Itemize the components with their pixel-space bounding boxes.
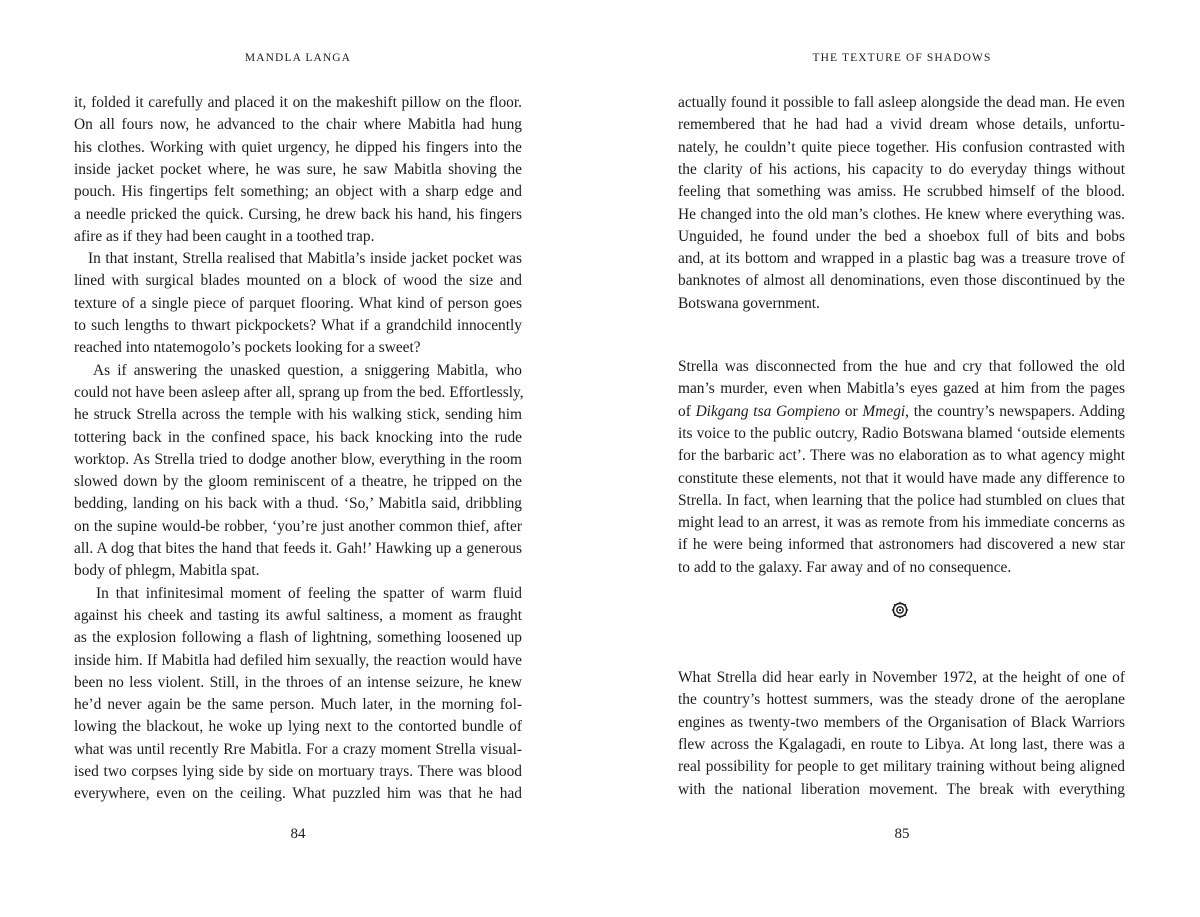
paragraph-line: banknotes of almost all denominations, even those discontinued by the bbox=[678, 272, 1125, 290]
newspaper-title: Mmegi bbox=[862, 402, 906, 420]
paragraph-line: As if answering the unasked question, a sniggering Mabitla, who bbox=[93, 361, 522, 379]
right-running-head: THE TEXTURE OF SHADOWS bbox=[812, 52, 992, 64]
paragraph-line: with the national liberation movement. The break with everything bbox=[678, 780, 1125, 798]
paragraph-line: Botswana government. bbox=[678, 294, 820, 312]
section-break-ornament-icon bbox=[890, 600, 910, 620]
paragraph-line: everywhere, even on the ceiling. What puzzled him was that he had bbox=[74, 785, 522, 803]
line-text: or bbox=[840, 402, 863, 420]
paragraph-line: the country’s hottest summers, was the steady drone of the aeroplane bbox=[678, 691, 1125, 709]
line-text: of bbox=[678, 402, 696, 420]
paragraph-line: he struck Strella across the temple with his walking stick, sending him bbox=[74, 406, 522, 424]
line-text: , the country’s newspapers. Adding bbox=[905, 402, 1126, 420]
paragraph-line: slowed down by the gloom reminiscent of a theatre, he tripped on the bbox=[74, 473, 522, 491]
paragraph-line: might lead to an arrest, it was as remote from his immediate concerns as bbox=[678, 514, 1125, 532]
paragraph-line: texture of a single piece of parquet flooring. What kind of person goes bbox=[74, 294, 522, 312]
left-running-head: MANDLA LANGA bbox=[244, 52, 352, 64]
paragraph-line: body of phlegm, Mabitla spat. bbox=[74, 562, 260, 580]
newspaper-title: Dikgang tsa Gompieno bbox=[695, 402, 841, 420]
paragraph-line: lowing the blackout, he woke up lying next to the contorted bundle of bbox=[74, 718, 522, 736]
paragraph-line: inside him. If Mabitla had defiled him sexually, the reaction would have bbox=[74, 651, 522, 669]
paragraph-line: it, folded it carefully and placed it on the makeshift pillow on the floor. bbox=[74, 94, 522, 111]
paragraph-line: and, at its bottom and wrapped in a plastic bag was a treasure trove of bbox=[678, 250, 1125, 268]
paragraph-line: He changed into the old man’s clothes. He knew where everything was. bbox=[678, 205, 1125, 223]
paragraph-line: What Strella did hear early in November 1972, at the height of one of bbox=[678, 669, 1125, 686]
paragraph-line: all. A dog that bites the hand that feeds it. Gah!’ Hawking up a generous bbox=[74, 540, 522, 557]
paragraph-line: pouch. His fingertips felt something; an object with a sharp edge and bbox=[74, 183, 522, 201]
paragraph-line bbox=[678, 378, 1125, 400]
paragraph-line: what was until recently Rre Mabitla. For a crazy moment Strella visual- bbox=[74, 740, 522, 758]
right-page bbox=[600, 0, 1200, 917]
paragraph-line: afire as if they had been caught in a toothed trap. bbox=[74, 227, 375, 245]
paragraph-line: worktop. As Strella tried to dodge another blow, everything in the room bbox=[74, 450, 522, 468]
paragraph-line: as the explosion following a flash of lightning, something loosened up bbox=[74, 629, 522, 647]
paragraph-line: On all fours now, he advanced to the chair where Mabitla had hung bbox=[74, 116, 522, 134]
line-text: man’s murder, even when Mabitla’s eyes gazed at him from the pages bbox=[678, 380, 1125, 398]
paragraph-line: reached into ntatemogolo’s pockets looking for a sweet? bbox=[74, 339, 421, 357]
paragraph-line: on the supine would-be robber, ‘you’re just another common thief, after bbox=[74, 517, 522, 535]
paragraph-line: his clothes. Working with quiet urgency, he dipped his fingers into the bbox=[74, 138, 522, 156]
paragraph-line: its voice to the public outcry, Radio Botswana blamed ‘outside elements bbox=[678, 424, 1125, 442]
paragraph-line: actually found it possible to fall asleep alongside the dead man. He even bbox=[678, 94, 1125, 111]
paragraph-line bbox=[678, 356, 1125, 378]
paragraph-line: inside jacket pocket where, he was sure, he saw Mabitla shoving the bbox=[74, 160, 522, 178]
paragraph-line: against his cheek and tasting its awful saltiness, a moment as fraught bbox=[74, 606, 522, 624]
paragraph-line: flew across the Kgalagadi, en route to Libya. At long last, there was a bbox=[678, 735, 1125, 753]
paragraph-line: if he were being informed that astronomers had discovered a new star bbox=[678, 536, 1125, 554]
paragraph-line: feeling that something was amiss. He scrubbed himself of the blood. bbox=[678, 183, 1125, 201]
paragraph-line: constitute these elements, not that it would have made any difference to bbox=[678, 469, 1125, 487]
paragraph-line: could not have been asleep after all, sprang up from the bed. Effortlessly, bbox=[74, 383, 524, 401]
line-text: Strella was disconnected from the hue and cry that followed the old bbox=[678, 358, 1125, 375]
paragraph-line: In that infinitesimal moment of feeling the spatter of warm fluid bbox=[96, 584, 522, 602]
paragraph-line: a needle pricked the quick. Cursing, he drew back his hand, his fingers bbox=[74, 205, 522, 223]
paragraph-line: In that instant, Strella realised that Mabitla’s inside jacket pocket was bbox=[88, 250, 522, 268]
paragraph-line: bedding, landing on his back with a thud. ‘So,’ Mabitla said, dribbling bbox=[74, 495, 522, 513]
right-page-number: 85 bbox=[894, 826, 910, 842]
paragraph-line: the clarity of his actions, his capacity to do everyday things without bbox=[678, 160, 1125, 178]
paragraph-line: engines as twenty-two members of the Organisation of Black Warriors bbox=[678, 713, 1125, 731]
paragraph-line: ised two corpses lying side by side on mortuary trays. There was blood bbox=[74, 763, 522, 780]
paragraph-line: for the barbaric act’. There was no elaboration as to what agency might bbox=[678, 447, 1125, 465]
paragraph-line: remembered that he had had a vivid dream whose details, unfortu- bbox=[678, 116, 1125, 134]
paragraph-line: Unguided, he found under the bed a shoebox full of bits and bobs bbox=[678, 227, 1125, 245]
paragraph-line: to add to the galaxy. Far away and of no consequence. bbox=[678, 558, 1012, 576]
paragraph-line bbox=[678, 401, 1125, 423]
paragraph-line: Strella. In fact, when learning that the police had stumbled on clues that bbox=[678, 491, 1125, 509]
paragraph-line: he’d never again be the same person. Much later, in the morning fol- bbox=[74, 696, 522, 714]
paragraph-line: nately, he couldn’t quite piece together. His confusion contrasted with bbox=[678, 138, 1125, 156]
left-page-number: 84 bbox=[290, 826, 306, 842]
paragraph-line: lined with surgical blades mounted on a block of wood the size and bbox=[74, 272, 522, 290]
paragraph-line: been no less violent. Still, in the throes of an intense seizure, he knew bbox=[74, 673, 522, 691]
paragraph-line: tottering back in the confined space, his back knocking into the rude bbox=[74, 428, 522, 446]
paragraph-line: real possibility for people to get military training without being aligned bbox=[678, 758, 1125, 776]
paragraph-line: to such lengths to thwart pickpockets? What if a grandchild innocently bbox=[74, 317, 522, 334]
